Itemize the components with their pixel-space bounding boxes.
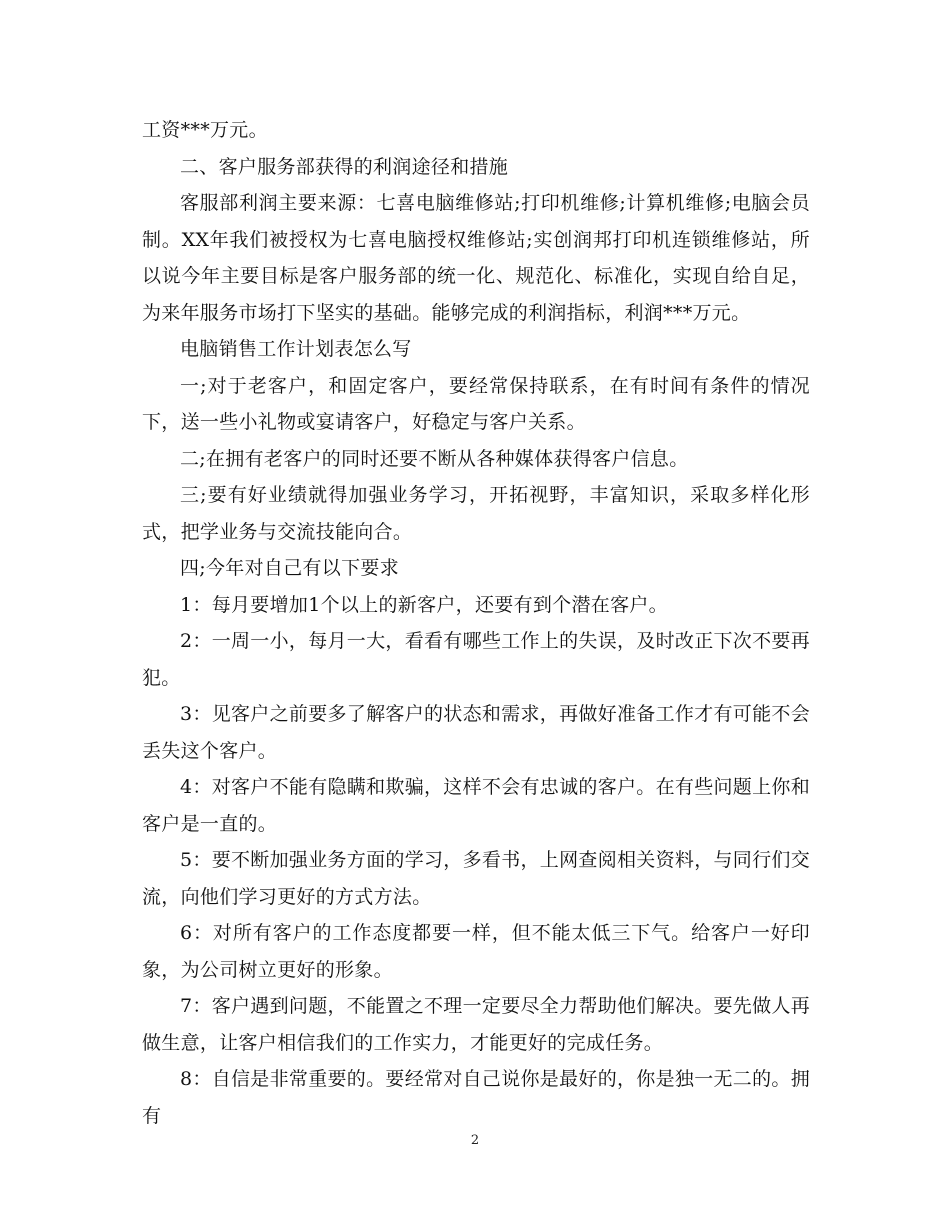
requirement-4: 4：对客户不能有隐瞒和欺骗，这样不会有忠诚的客户。在有些问题上你和客户是一直的。	[142, 776, 810, 835]
section-heading-profit-channels: 二、客户服务部获得的利润途径和措施	[180, 155, 509, 178]
document-body	[142, 112, 810, 1134]
paragraph-item-2: 二;在拥有老客户的同时还要不断从各种媒体获得客户信息。	[180, 447, 689, 470]
requirement-3: 3：见客户之前要多了解客户的状态和需求，再做好准备工作才有可能不会丢失这个客户。	[142, 703, 810, 762]
requirement-7: 7：客户遇到问题，不能置之不理一定要尽全力帮助他们解决。要先做人再做生意，让客户相信我们的工作实力，才能更好的完成任务。	[142, 995, 810, 1054]
paragraph-salary-continuation: 工资***万元。	[142, 119, 268, 141]
page-number: 2	[470, 1133, 480, 1148]
paragraph-item-1: 一;对于老客户，和固定客户，要经常保持联系，在有时间有条件的情况下，送一些小礼物或宴请客户，好稳定与客户关系。	[142, 374, 810, 433]
paragraph-item-4: 四;今年对自己有以下要求	[180, 557, 400, 579]
requirement-8: 8：自信是非常重要的。要经常对自己说你是最好的，你是独一无二的。拥有	[142, 1068, 810, 1127]
paragraph-item-3: 三;要有好业绩就得加强业务学习，开拓视野，丰富知识，采取多样化形式，把学业务与交流技能向合。	[142, 484, 810, 543]
requirement-2: 2：一周一小，每月一大，看看有哪些工作上的失误，及时改正下次不要再犯。	[142, 630, 810, 689]
section-heading-sales-plan: 电脑销售工作计划表怎么写	[180, 338, 412, 360]
requirement-5: 5：要不断加强业务方面的学习，多看书，上网查阅相关资料，与同行们交流，向他们学习更好的方式方法。	[142, 849, 810, 908]
requirement-6: 6：对所有客户的工作态度都要一样，但不能太低三下气。给客户一好印象，为公司树立更好的形象。	[142, 922, 810, 981]
paragraph-profit-sources: 客服部利润主要来源：七喜电脑维修站;打印机维修;计算机维修;电脑会员制。XX年我们被授权为七喜电脑授权维修站;实创润邦打印机连锁维修站，所以说今年主要目标是客户服务部的统一化、规范化、标准化，实现自给自足，为来年服务市场打下坚实的基础。能够完成的利润指标，利润***万元。	[142, 192, 810, 324]
requirement-1: 1：每月要增加1个以上的新客户，还要有到个潜在客户。	[180, 593, 668, 616]
